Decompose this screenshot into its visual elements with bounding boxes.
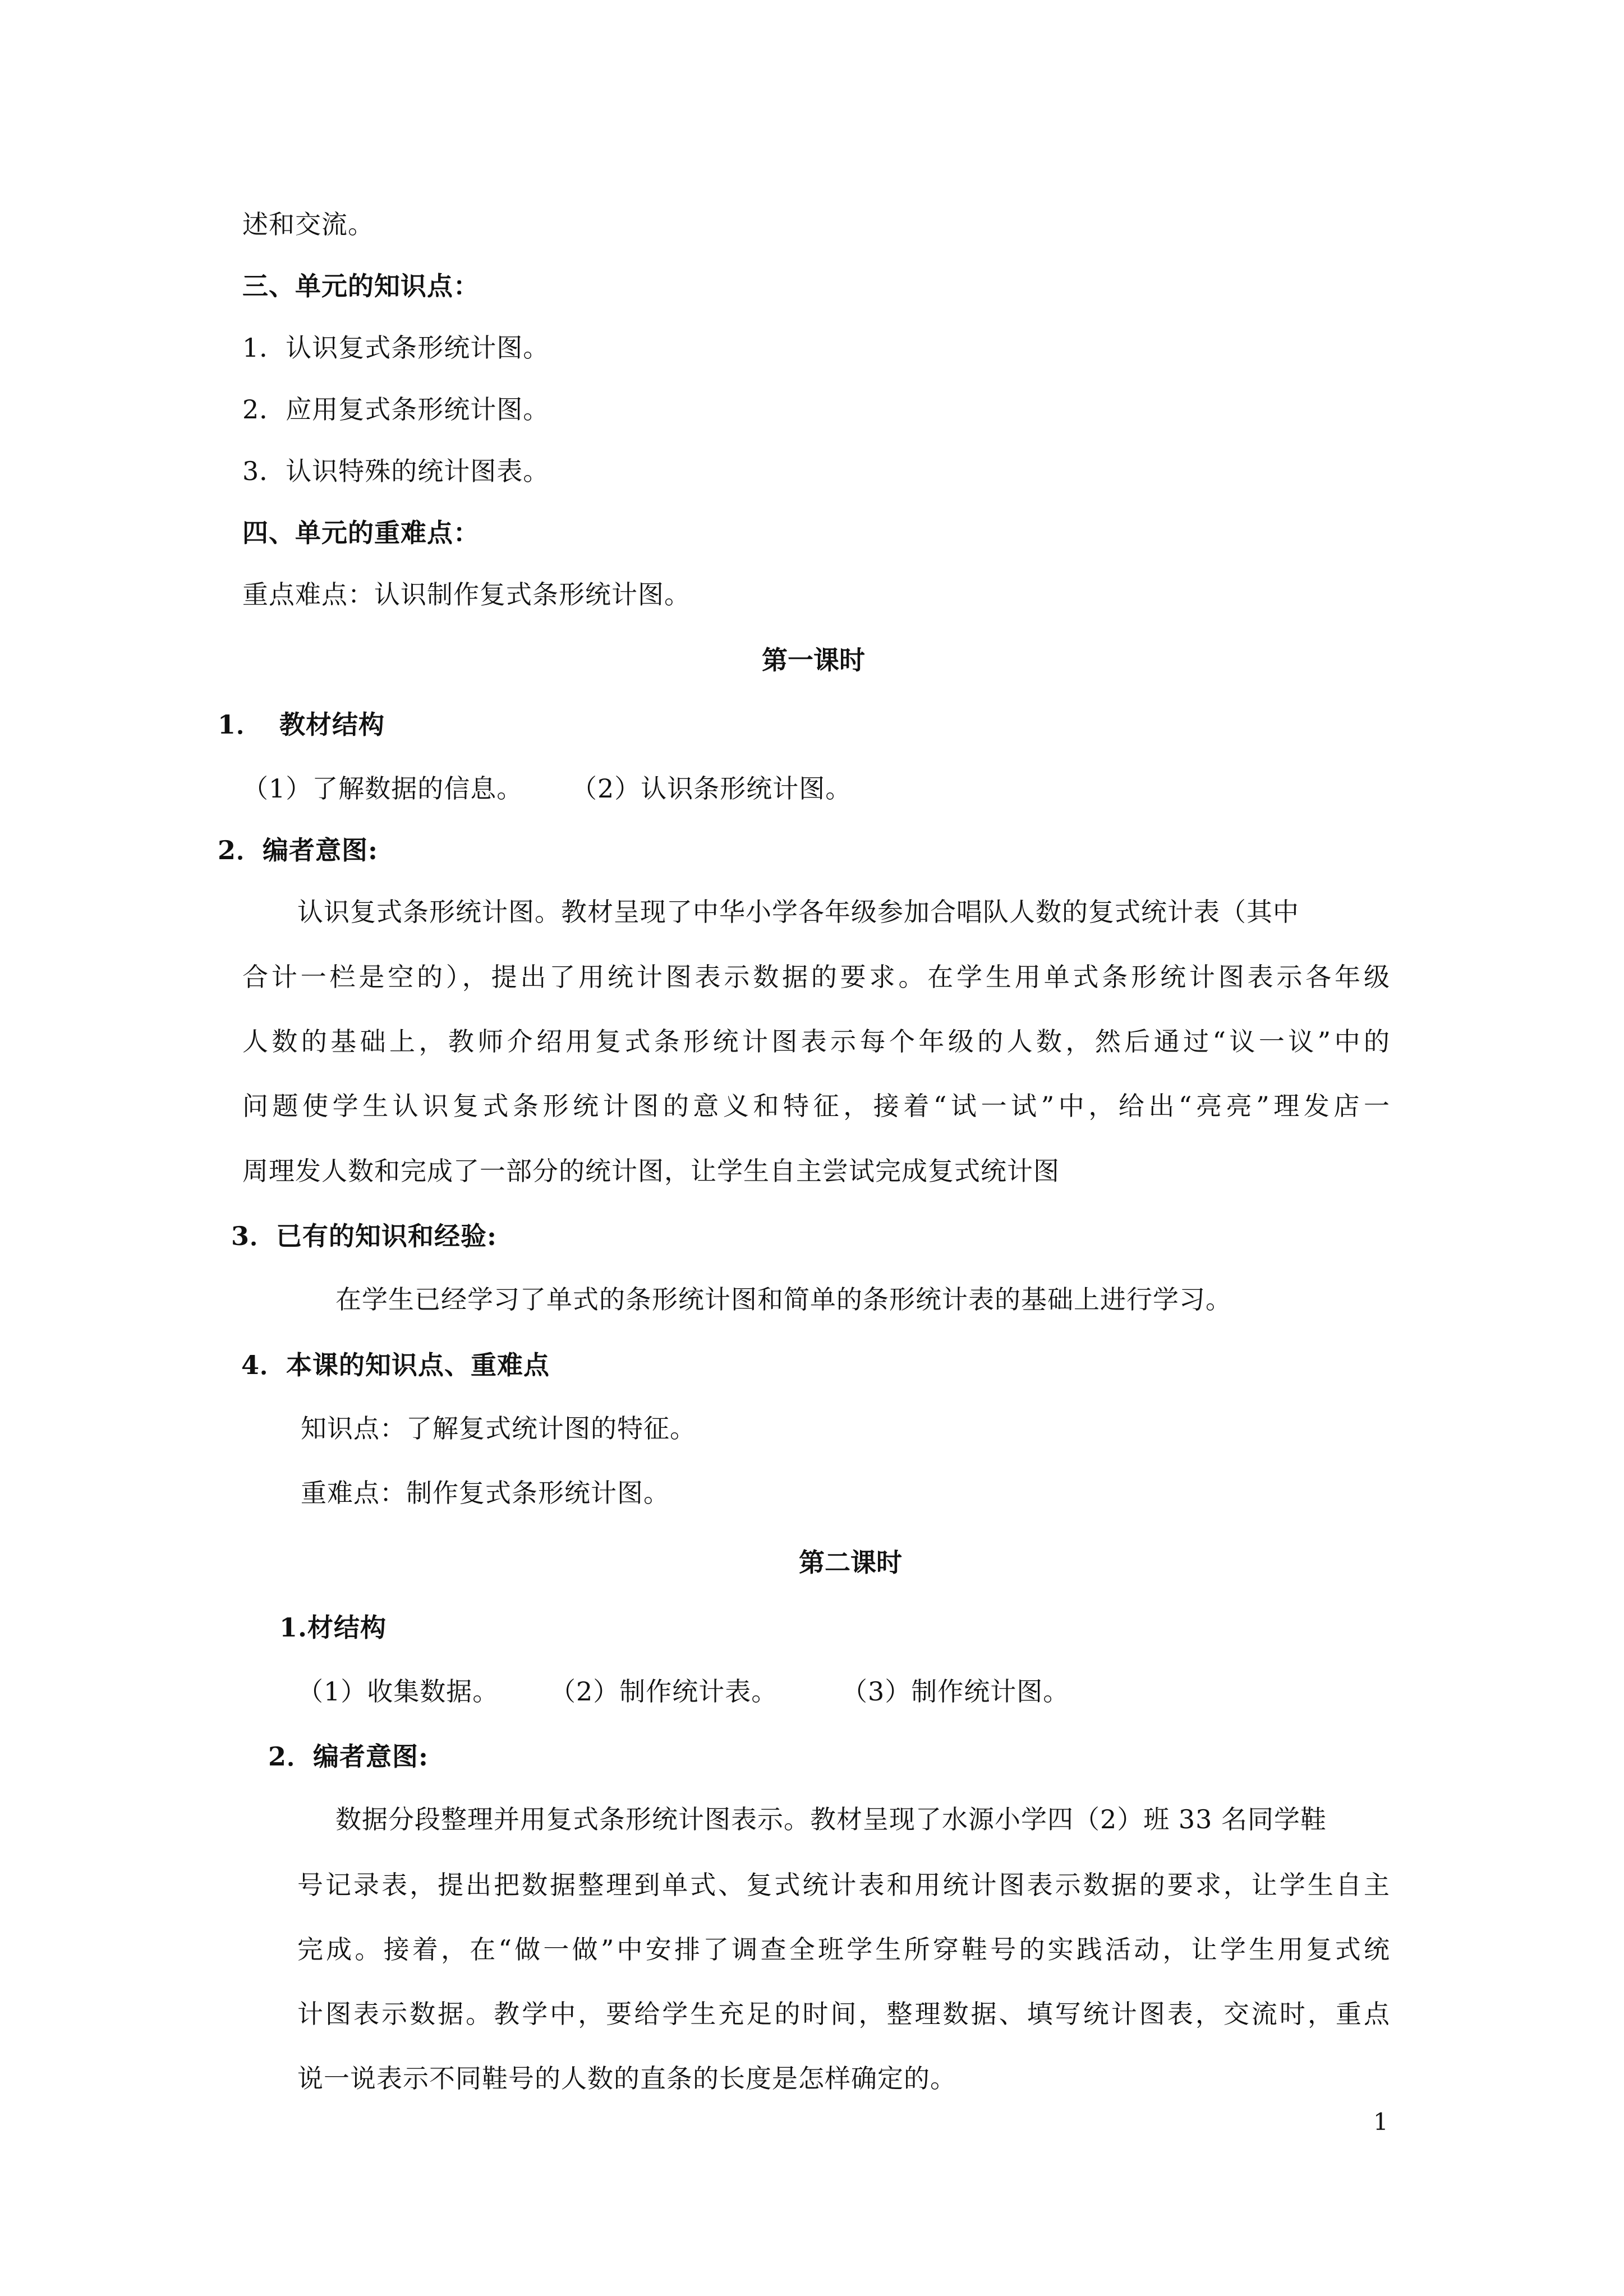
page-number: 1 bbox=[1373, 2108, 1388, 2136]
text-line: （2）认识条形统计图。 bbox=[571, 773, 852, 804]
item-heading: 教材结构 bbox=[279, 709, 385, 740]
item-heading: 4．本课的知识点、重难点 bbox=[241, 1350, 550, 1380]
item-number: 1． bbox=[218, 709, 263, 740]
paragraph-line: 数据分段整理并用复式条形统计图表示。教材呈现了水源小学四（2）班 33 名同学鞋 bbox=[335, 1804, 1327, 1834]
paragraph-line: 计图表示数据。教学中，要给学生充足的时间，整理数据、填写统计图表，交流时，重点 bbox=[297, 1999, 1390, 2029]
text-line: 重难点：制作复式条形统计图。 bbox=[301, 1478, 670, 1508]
item-heading: 2．编者意图: bbox=[268, 1741, 429, 1772]
text-line: （1）收集数据。 bbox=[297, 1676, 499, 1707]
paragraph-line: 问题使学生认识复式条形统计图的意义和特征，接着“试一试”中，给出“亮亮”理发店一 bbox=[242, 1091, 1390, 1121]
paragraph-line: 号记录表，提出把数据整理到单式、复式统计表和用统计图表示数据的要求，让学生自主 bbox=[297, 1870, 1390, 1900]
paragraph-line: 人数的基础上，教师介绍用复式条形统计图表示每个年级的人数，然后通过“议一议”中的 bbox=[242, 1026, 1390, 1057]
section-heading: 四、单元的重难点： bbox=[242, 518, 480, 548]
list-item: 1．认识复式条形统计图。 bbox=[242, 333, 550, 363]
list-item: 2．应用复式条形统计图。 bbox=[242, 394, 550, 425]
paragraph-line: 合计一栏是空的），提出了用统计图表示数据的要求。在学生用单式条形统计图表示各年级 bbox=[242, 962, 1390, 992]
paragraph-line: 周理发人数和完成了一部分的统计图，让学生自主尝试完成复式统计图 bbox=[242, 1156, 1060, 1186]
list-item: 3．认识特殊的统计图表。 bbox=[242, 456, 550, 486]
item-heading: 1.材结构 bbox=[279, 1612, 387, 1643]
text-line: （2）制作统计表。 bbox=[550, 1676, 778, 1707]
item-heading: 2．编者意图: bbox=[218, 835, 378, 865]
text-line: 述和交流。 bbox=[242, 209, 374, 239]
item-heading: 3．已有的知识和经验: bbox=[231, 1221, 497, 1251]
lesson-heading: 第一课时 bbox=[762, 645, 865, 675]
text-line: 知识点：了解复式统计图的特征。 bbox=[301, 1413, 696, 1444]
paragraph-line: 说一说表示不同鞋号的人数的直条的长度是怎样确定的。 bbox=[297, 2063, 956, 2094]
lesson-heading: 第二课时 bbox=[799, 1547, 902, 1578]
text-line: 重点难点：认识制作复式条形统计图。 bbox=[242, 579, 691, 610]
text-line: （3）制作统计图。 bbox=[841, 1676, 1070, 1707]
text-line: 在学生已经学习了单式的条形统计图和简单的条形统计表的基础上进行学习。 bbox=[335, 1284, 1232, 1315]
paragraph-line: 完成。接着，在“做一做”中安排了调查全班学生所穿鞋号的实践活动，让学生用复式统 bbox=[297, 1934, 1390, 1965]
section-heading: 三、单元的知识点： bbox=[242, 271, 480, 301]
paragraph-line: 认识复式条形统计图。教材呈现了中华小学各年级参加合唱队人数的复式统计表（其中 bbox=[297, 897, 1299, 927]
text-line: （1）了解数据的信息。 bbox=[242, 773, 523, 804]
